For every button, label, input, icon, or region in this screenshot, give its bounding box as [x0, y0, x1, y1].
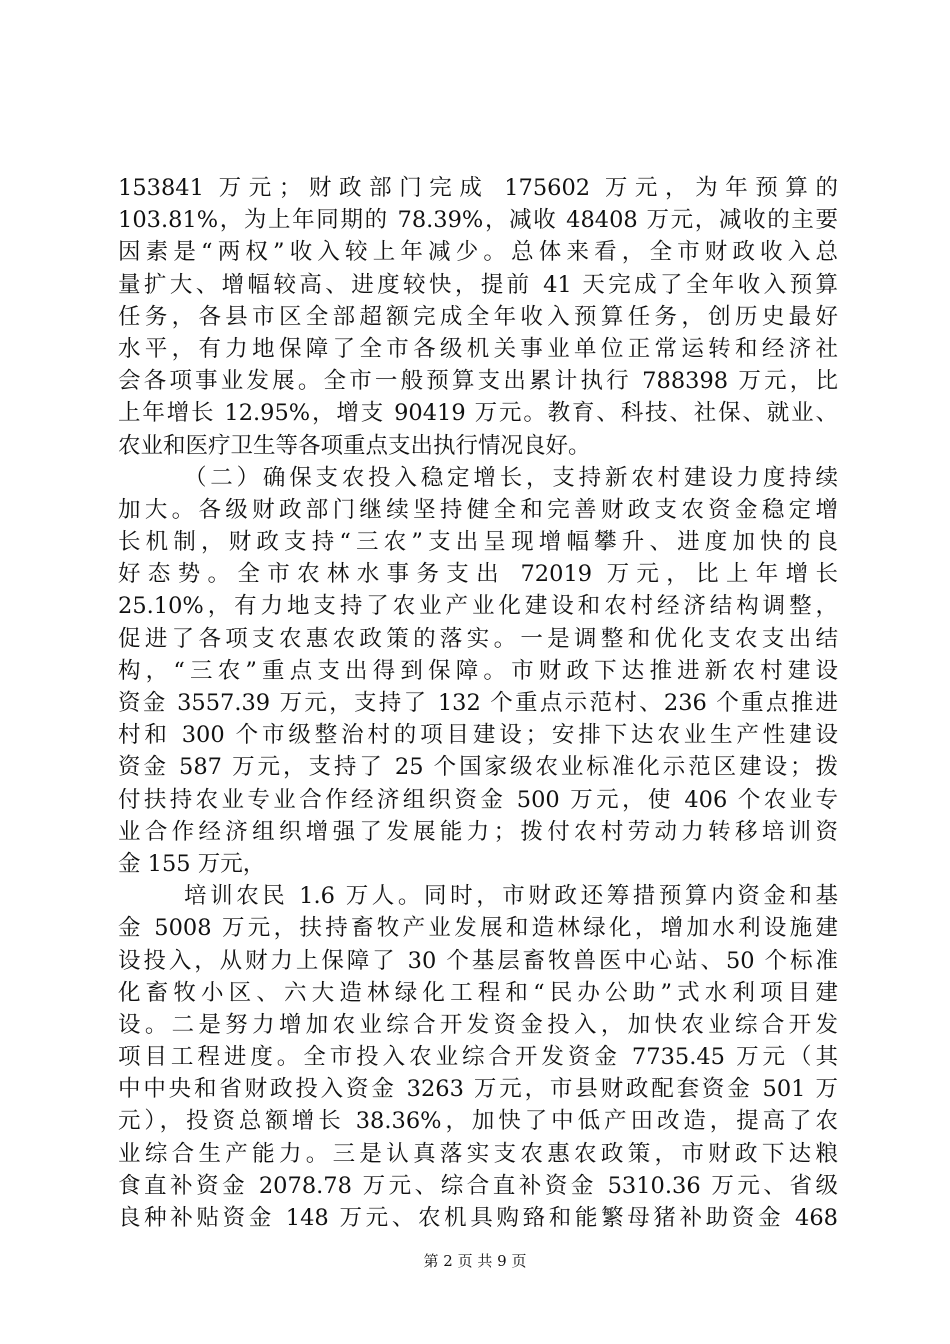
text-line: 项目工程进度。全市投入农业综合开发资金 7735.45 万元（其 [118, 1044, 838, 1071]
text-line: 金 5008 万元，扶持畜牧产业发展和造林绿化，增加水利设施建 [118, 915, 838, 942]
text-line: 任务，各县市区全部超额完成全年收入预算任务，创历史最好 [118, 303, 838, 330]
text-line: 资金 587 万元，支持了 25 个国家级农业标准化示范区建设；拨 [118, 754, 838, 781]
text-line: 会各项事业发展。全市一般预算支出累计执行 788398 万元，比 [118, 368, 838, 395]
page-number-footer: 第 2 页 共 9 页 [423, 1252, 527, 1270]
text-line: 水平，有力地保障了全市各级机关事业单位正常运转和经济社 [118, 335, 838, 362]
text-line: 培训农民 1.6 万人。同时，市财政还筹措预算内资金和基 [184, 883, 838, 910]
text-line: 153841 万元；财政部门完成 175602 万元，为年预算的 [118, 175, 838, 201]
text-line: 构，“三农”重点支出得到保障。市财政下达推进新农村建设 [118, 657, 838, 684]
text-line: 因素是“两权”收入较上年减少。总体来看，全市财政收入总 [118, 239, 838, 266]
text-line: 业合作经济组织增强了发展能力；拨付农村劳动力转移培训资 [118, 818, 838, 845]
text-line: 长机制，财政支持“三农”支出呈现增幅攀升、进度加快的良 [118, 529, 838, 556]
text-line: 农业和医疗卫生等各项重点支出执行情况良好。 [118, 432, 591, 459]
text-line: 化畜牧小区、六大造林绿化工程和“民办公助”式水利项目建 [118, 979, 838, 1006]
text-line: 业综合生产能力。三是认真落实支农惠农政策，市财政下达粮 [118, 1140, 838, 1167]
text-line: 元），投资总额增长 38.36%，加快了中低产田改造，提高了农 [118, 1108, 838, 1135]
text-line: 设投入，从财力上保障了 30 个基层畜牧兽医中心站、50 个标准 [118, 947, 838, 974]
text-line: 付扶持农业专业合作经济组织资金 500 万元，使 406 个农业专 [118, 786, 838, 813]
text-line: 金 155 万元， [118, 850, 266, 877]
text-line: 103.81%，为上年同期的 78.39%，减收 48408 万元，减收的主要 [118, 207, 838, 234]
text-line: 中中央和省财政投入资金 3263 万元，市县财政配套资金 501 万 [118, 1076, 838, 1103]
text-line: 设。二是努力增加农业综合开发资金投入，加快农业综合开发 [118, 1011, 838, 1038]
text-line: 好态势。全市农林水事务支出 72019 万元，比上年增长 [118, 561, 838, 588]
text-line: 上年增长 12.95%，增支 90419 万元。教育、科技、社保、就业、 [118, 400, 838, 427]
text-line: 村和 300 个市级整治村的项目建设；安排下达农业生产性建设 [118, 722, 838, 749]
text-line: 加大。各级财政部门继续坚持健全和完善财政支农资金稳定增 [118, 496, 838, 523]
text-line: 量扩大、增幅较高、进度较快，提前 41 天完成了全年收入预算 [118, 271, 838, 298]
text-line: （二）确保支农投入稳定增长，支持新农村建设力度持续 [184, 464, 838, 491]
text-line: 良种补贴资金 148 万元、农机具购臵和能繁母猪补助资金 468 [118, 1205, 838, 1231]
text-line: 促进了各项支农惠农政策的落实。一是调整和优化支农支出结 [118, 625, 838, 652]
text-line: 食直补资金 2078.78 万元、综合直补资金 5310.36 万元、省级 [118, 1172, 838, 1199]
body-text [118, 172, 838, 1234]
text-line: 资金 3557.39 万元，支持了 132 个重点示范村、236 个重点推进 [118, 690, 838, 716]
text-line: 25.10%，有力地支持了农业产业化建设和农村经济结构调整， [118, 593, 838, 620]
